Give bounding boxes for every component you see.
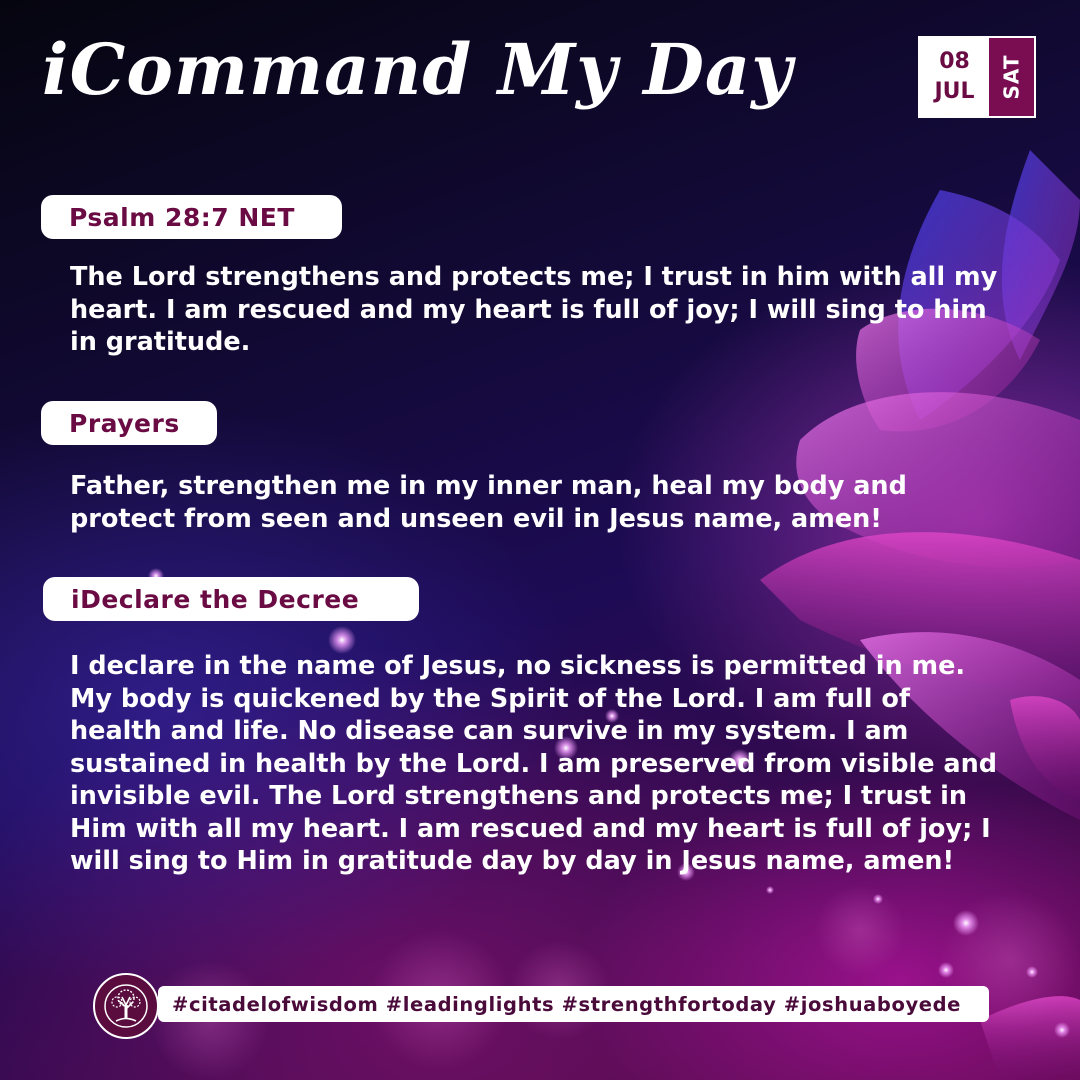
date-month: JUL [934,79,975,104]
scripture-label: Psalm 28:7 NET [41,195,342,239]
tree-of-life-icon [93,973,159,1039]
decree-label: iDeclare the Decree [43,577,419,621]
date-day-month [920,38,989,116]
prayers-label: Prayers [41,401,217,445]
prayers-text: Father, strengthen me in my inner man, heal my body and protect from seen and unseen evil in Jesus name, amen! [70,471,907,534]
decree-text: I declare in the name of Jesus, no sickness is permitted in me. My body is quickened by the Spirit of the Lord. I am full of health and life. No disease can survive in my system. I am sustained in health by the Lord. I am preserved from visible and invisible evil. The Lord strengthens and protects me; I trust in Him with all my heart. I am rescued and my heart is full of joy; I will sing to Him in gratitude day by day in Jesus name, amen! [70,651,997,876]
date-badge [918,36,1036,118]
hashtags-text: #citadelofwisdom #leadinglights #strengthfortoday #joshuaboyede [172,992,962,1016]
date-weekday-strip [989,38,1034,116]
hashtags-bar [158,986,989,1022]
date-day: 08 [939,49,970,74]
page-title: iCommand My Day [42,28,793,111]
date-weekday: SAT [999,54,1024,100]
scripture-text: The Lord strengthens and protects me; I trust in him with all my heart. I am rescued and my heart is full of joy; I will sing to him in gratitude. [70,262,998,357]
